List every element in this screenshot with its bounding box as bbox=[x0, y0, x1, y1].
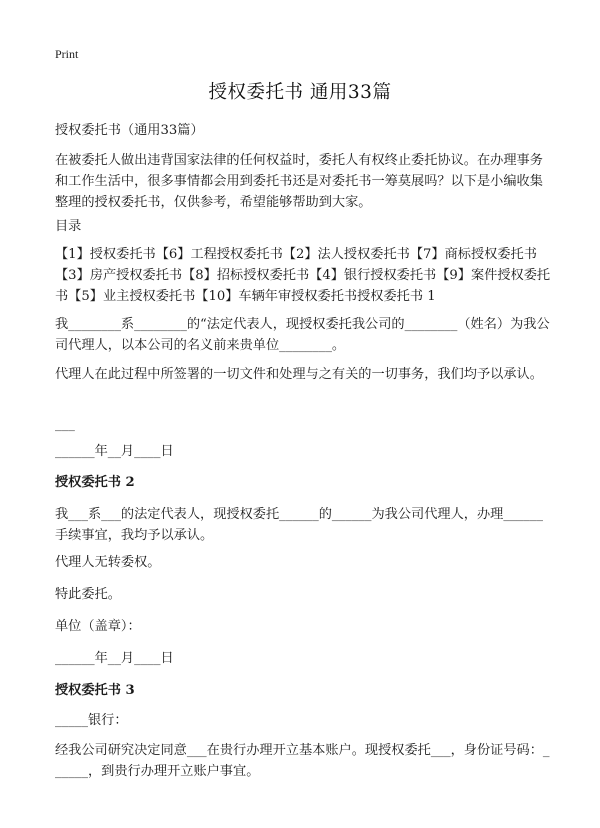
document-subtitle: 授权委托书（通用33篇） bbox=[55, 123, 204, 138]
document-title: 授权委托书 通用33篇 bbox=[208, 82, 392, 103]
section1-blank-line: ___ bbox=[55, 417, 75, 432]
section2-paragraph3: 特此委托。 bbox=[55, 587, 121, 602]
section2-paragraph1: 我___系___的法定代表人，现授权委托______的______为我公司代理人，办理______手续事宜，我均予以承认。 bbox=[55, 507, 543, 543]
section2-heading: 授权委托书 2 bbox=[55, 475, 135, 490]
table-of-contents: 【1】授权委托书【6】工程授权委托书【2】法人授权委托书【7】商标授权委托书【3】房产授权委托书【8】招标授权委托书【4】银行授权委托书【9】案件授权委托书【5】业主授权委托书【10】车辆年审授权委托书授权委托书 1 bbox=[55, 247, 551, 304]
section2-paragraph2: 代理人无转委权。 bbox=[55, 555, 161, 570]
section2-date: ______年__月____日 bbox=[55, 651, 174, 666]
section3-paragraph1: _____银行： bbox=[55, 713, 128, 728]
intro-paragraph: 在被委托人做出违背国家法律的任何权益时，委托人有权终止委托协议。在办理事务和工作生活中，很多事情都会用到委托书还是对委托书一筹莫展吗？以下是小编收集整理的授权委托书，仅供参考，希望能够帮助到大家。 bbox=[55, 153, 543, 210]
section3-paragraph2: 经我公司研究决定同意___在贵行办理开立基本账户。现授权委托___，身份证号码：______，到贵行办理开立账户事宜。 bbox=[55, 743, 550, 779]
section3-heading: 授权委托书 3 bbox=[55, 683, 135, 698]
section1-paragraph2: 代理人在此过程中所签署的一切文件和处理与之有关的一切事务，我们均予以承认。 bbox=[55, 367, 543, 382]
section2-paragraph4: 单位（盖章）： bbox=[55, 619, 141, 634]
print-label: Print bbox=[55, 47, 79, 61]
section1-paragraph1: 我________系________的“法定代表人，现授权委托我公司的________（姓名）为我公司代理人，以本公司的名义前来贵单位________。 bbox=[55, 317, 550, 353]
section1-date: ______年__月____日 bbox=[55, 444, 174, 459]
toc-heading: 目录 bbox=[55, 219, 82, 234]
